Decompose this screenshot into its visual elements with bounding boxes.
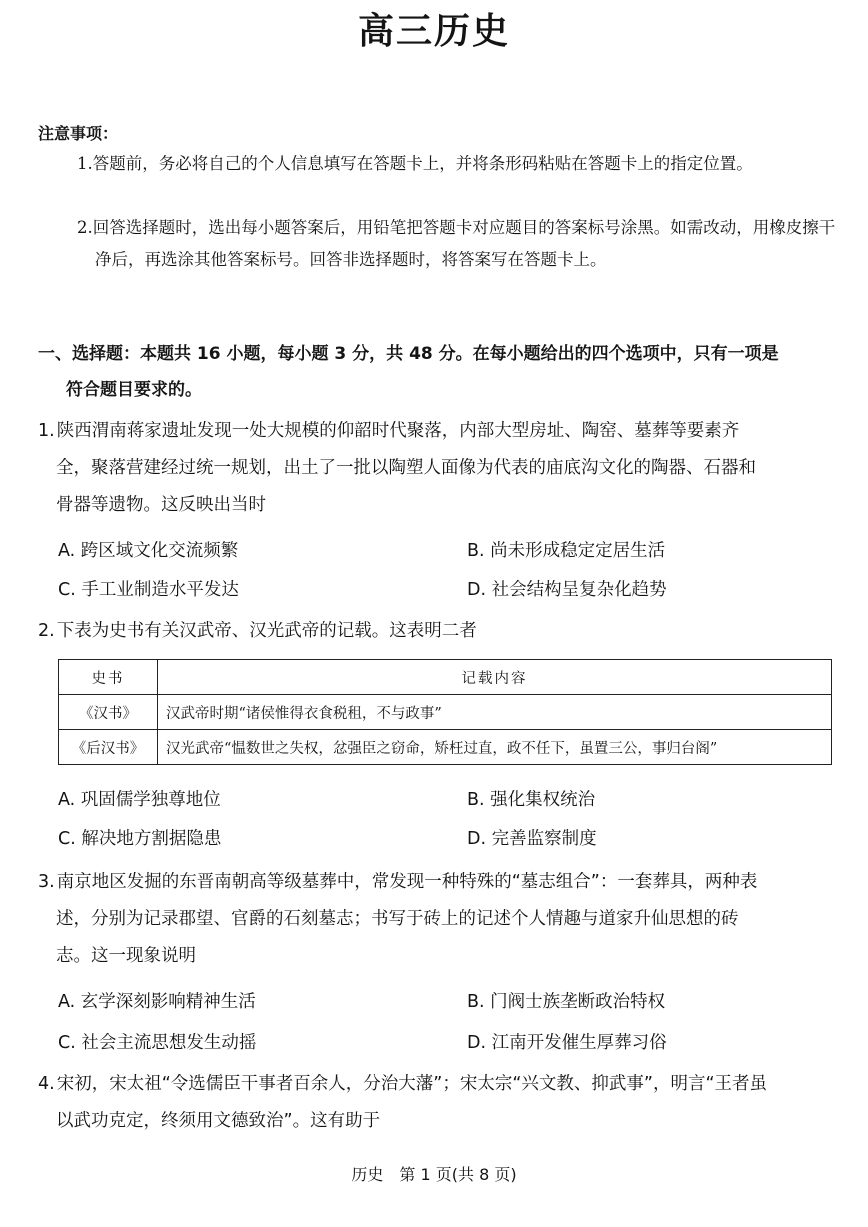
q3-option-a: A. 玄学深刻影响精神生活 [58,992,256,1012]
notice-item-number: 1. [77,154,93,173]
question-number: 1. [38,421,55,441]
q2-option-a: A. 巩固儒学独尊地位 [58,790,221,810]
question-stem-line: 骨器等遗物。这反映出当时 [56,495,266,515]
question-stem-line: 述，分别为记录郡望、官爵的石刻墓志；书写于砖上的记述个人情趣与道家升仙思想的砖 [56,909,739,929]
question-number: 3. [38,872,55,892]
question-stem-line: 全，聚落营建经过统一规划，出土了一批以陶塑人面像为代表的庙底沟文化的陶器、石器和 [56,458,756,478]
table-header-content: 记载内容 [158,660,832,695]
table-header-book: 史书 [59,660,158,695]
section-heading [38,336,838,408]
question-stem-line: 南京地区发掘的东晋南朝高等级墓葬中，常发现一种特殊的“墓志组合”：一套葬具，两种表 [56,872,758,892]
q1-option-a: A. 跨区域文化交流频繁 [58,541,239,561]
question-stem-line: 以武功克定，终须用文德致治”。这有助于 [56,1111,381,1131]
question-4 [38,1066,834,1140]
question-1 [38,413,834,524]
table-row [59,730,832,765]
table-cell-content: 汉武帝时期“诸侯惟得衣食税租，不与政事” [158,695,832,730]
question-stem-line: 陕西渭南蒋家遗址发现一处大规模的仰韶时代聚落，内部大型房址、陶窑、墓葬等要素齐 [56,421,740,441]
page-title: 高三历史 [357,11,510,52]
q2-option-d: D. 完善监察制度 [467,829,597,849]
q1-option-c: C. 手工业制造水平发达 [58,580,239,600]
question-2 [38,613,834,650]
q1-option-d: D. 社会结构呈复杂化趋势 [467,580,667,600]
question-stem-line: 下表为史书有关汉武帝、汉光武帝的记载。这表明二者 [56,621,477,641]
q3-option-b: B. 门阀士族垄断政治特权 [467,992,666,1012]
question-stem-line: 志。这一现象说明 [56,946,196,966]
notice-heading: 注意事项： [38,124,119,143]
question-3 [38,864,834,975]
question-number: 2. [38,621,55,641]
question-number: 4. [38,1074,55,1094]
notice-item-number: 2. [77,218,93,237]
q1-option-b: B. 尚未形成稳定定居生活 [467,541,666,561]
table-row [59,695,832,730]
q2-option-b: B. 强化集权统治 [467,790,596,810]
table-header-row [59,660,832,695]
page-footer: 历史 第 1 页(共 8 页) [351,1165,517,1184]
notice-item-2 [77,212,837,276]
table-cell-book: 《后汉书》 [59,730,158,765]
notice-item-text: 1.答题前，务必将自己的个人信息填写在答题卡上，并将条形码粘贴在答题卡上的指定位置。 [77,154,753,173]
table-cell-content: 汉光武帝“愠数世之失权，忿强臣之窃命，矫枉过直，政不任下，虽置三公，事归台阁” [158,730,832,765]
notice-item-1 [77,148,837,180]
section-heading-line-2: 符合题目要求的。 [66,380,202,400]
notice-item-text: 2.回答选择题时，选出每小题答案后，用铅笔把答题卡对应题目的答案标号涂黑。如需改动，用橡皮擦干净后，再选涂其他答案标号。回答非选择题时，将答案写在答题卡上。 [77,218,836,269]
history-records-table [58,659,832,765]
q3-option-c: C. 社会主流思想发生动摇 [58,1033,257,1053]
q2-option-c: C. 解决地方割据隐患 [58,829,222,849]
table-cell-book: 《汉书》 [59,695,158,730]
q3-option-d: D. 江南开发催生厚葬习俗 [467,1033,667,1053]
question-stem-line: 宋初，宋太祖“令选儒臣干事者百余人，分治大藩”；宋太宗“兴文教、抑武事”，明言“王者虽 [56,1074,768,1094]
section-heading-line-1: 一、选择题：本题共 16 小题，每小题 3 分，共 48 分。在每小题给出的四个选项中，只有一项是 [38,344,779,364]
